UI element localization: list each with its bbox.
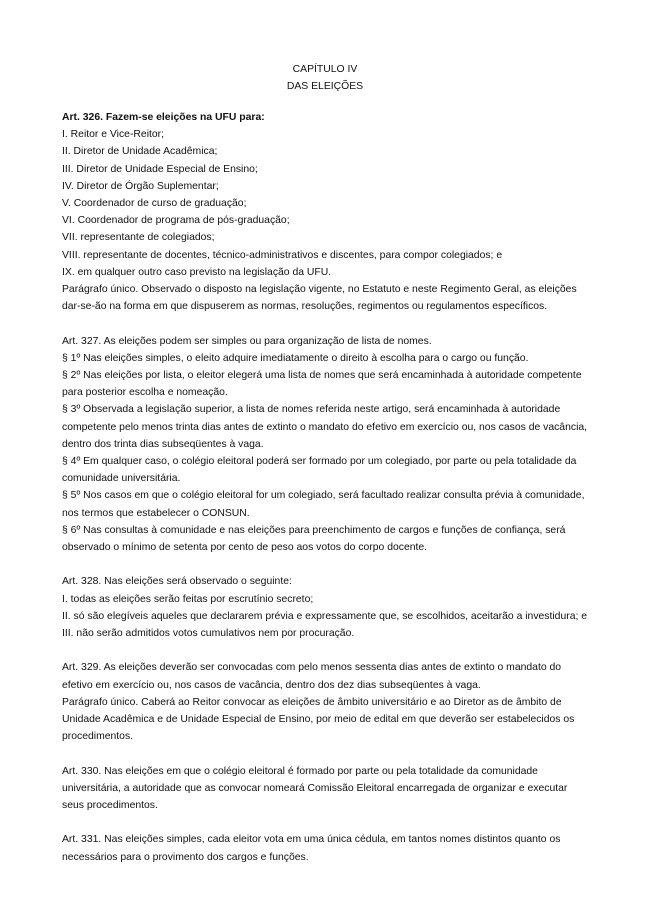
art-326-item: VI. Coordenador de programa de pós-graduação; [62, 215, 290, 227]
chapter-title: CAPÍTULO IV [292, 64, 358, 75]
chapter-subtitle: DAS ELEIÇÕES [286, 81, 364, 92]
art-327-title: Art. 327. As eleições podem ser simples ou para organização de lista de nomes. [62, 335, 432, 347]
art-326-item: IV. Diretor de Órgão Suplementar; [62, 180, 219, 192]
art-326-title: Art. 326. Fazem-se eleições na UFU para: [62, 112, 265, 123]
art-327-paragraph: § 6º Nas consultas à comunidade e nas eleições para preenchimento de cargos e funções de confiança, será observado o mínimo de setenta por cento de peso aos votos do corpo docente. [62, 524, 566, 554]
art-328-item: I. todas as eleições serão feitas por escrutínio secreto; [62, 593, 314, 605]
art-326-item: IX. em qualquer outro caso previsto na legislação da UFU. [62, 266, 332, 278]
chapter-header [0, 61, 650, 95]
art-330-text: Art. 330. Nas eleições em que o colégio eleitoral é formado por parte ou pela totalidade da comunidade universitária, a autoridade que as convocar nomeará Comissão Eleitoral encarregada de organizar e executar seus procedimentos. [62, 765, 568, 812]
art-328-item: II. só são elegíveis aqueles que declararem prévia e expressamente que, se escolhidos, aceitarão a investidura; e [62, 610, 588, 622]
art-326-item: VIII. representante de docentes, técnico-administrativos e discentes, para compor colegiados; e [62, 249, 503, 261]
art-328-title: Art. 328. Nas eleições será observado o seguinte: [62, 576, 292, 588]
art-326-paragrafo: Parágrafo único. Observado o disposto na legislação vigente, no Estatuto e neste Regimento Geral, as eleições dar-se-ão na forma em que dispuserem as normas, resoluções, regimentos ou regulamentos específicos. [62, 284, 577, 313]
art-326-item: II. Diretor de Unidade Acadêmica; [62, 146, 218, 158]
document-body [62, 109, 592, 866]
art-331-text: Art. 331. Nas eleições simples, cada eleitor vota em uma única cédula, em tantos nomes distintos quanto os necessários para o provimento dos cargos e funções. [62, 834, 561, 863]
art-326-item: III. Diretor de Unidade Especial de Ensino; [62, 163, 258, 175]
art-326-item: V. Coordenador de curso de graduação; [62, 198, 247, 210]
art-327-paragraph: § 4º Em qualquer caso, o colégio eleitoral poderá ser formado por um colegiado, por parte ou pela totalidade da comunidade universitária. [62, 456, 577, 485]
art-327-paragraph: § 2º Nas eleições por lista, o eleitor elegerá uma lista de nomes que será encaminhada à autoridade competente para posterior escolha e nomeação. [62, 370, 582, 399]
art-328-item: III. não serão admitidos votos cumulativos nem por procuração. [62, 628, 355, 640]
art-329-title: Art. 329. As eleições deverão ser convocadas com pelo menos sessenta dias antes de extinto o mandato do efetivo em exercício ou, nos casos de vacância, dentro dos dez dias subseqüentes à vaga. [62, 662, 562, 691]
art-327-paragraph: § 3º Observada a legislação superior, a lista de nomes referida neste artigo, será encaminhada à autoridade competente pelo menos trinta dias antes de extinto o mandato do efetivo em exercício ou, nos casos de vacância, dentro dos trinta dias subseqüentes à vaga. [62, 404, 588, 450]
art-327-paragraph: § 1º Nas eleições simples, o eleito adquire imediatamente o direito à escolha para o cargo ou função. [62, 352, 529, 364]
art-326-item: VII. representante de colegiados; [62, 232, 215, 244]
art-327-paragraph: § 5º Nos casos em que o colégio eleitoral for um colegiado, será facultado realizar consulta prévia à comunidade, nos termos que estabelecer o CONSUN. [62, 490, 585, 519]
art-329-paragrafo: Parágrafo único. Caberá ao Reitor convocar as eleições de âmbito universitário e ao Diretor as de âmbito de Unidade Acadêmica e de Unidade Especial de Ensino, por meio de edital em que deverão ser estabelecidos os procedimentos. [62, 696, 575, 743]
art-326-item: I. Reitor e Vice-Reitor; [62, 129, 165, 141]
